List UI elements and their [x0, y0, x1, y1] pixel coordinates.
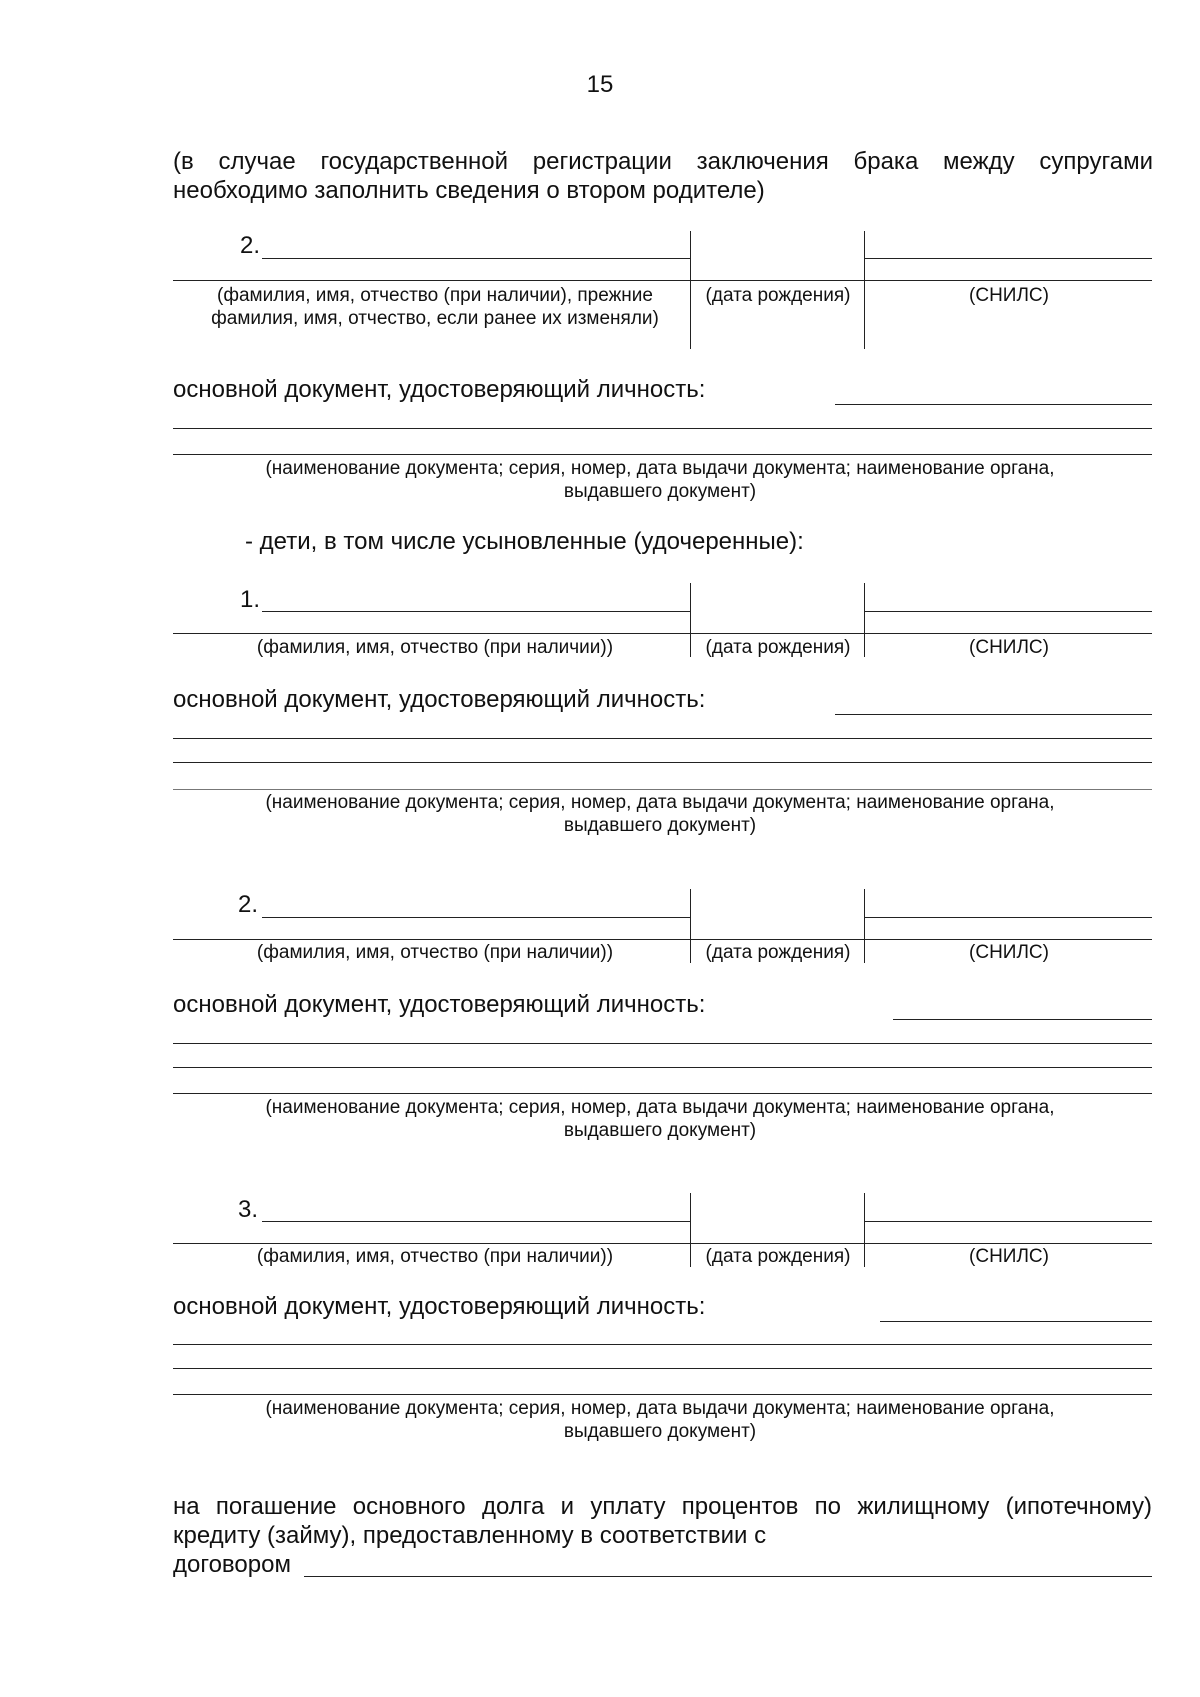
- parent-name-caption: (фамилия, имя, отчество (при наличии), прежние фамилия, имя, отчество, если ранее их изменяли): [211, 285, 659, 329]
- divider: [690, 889, 691, 963]
- divider: [690, 1193, 691, 1267]
- child-name-field[interactable]: [262, 917, 690, 918]
- child-snils-field[interactable]: [864, 1221, 1152, 1222]
- divider: [690, 231, 691, 349]
- child-number: 2.: [238, 891, 259, 918]
- parent-snils-field[interactable]: [864, 258, 1152, 259]
- child-doc-field-3[interactable]: [173, 1067, 1152, 1068]
- child-date-caption: (дата рождения): [705, 637, 851, 658]
- child-number: 3.: [238, 1196, 259, 1223]
- row-line: [173, 633, 1152, 634]
- page-number: 15: [586, 71, 614, 98]
- child-doc-field-3[interactable]: [173, 762, 1152, 763]
- child-number: 1.: [240, 586, 261, 613]
- divider: [864, 889, 865, 963]
- parent-date-caption: (дата рождения): [705, 285, 851, 306]
- divider: [864, 231, 865, 349]
- child-doc-field-4[interactable]: [173, 789, 1152, 790]
- parent-doc-caption: (наименование документа; серия, номер, дата выдачи документа; наименование органа, выдавшего документ): [265, 458, 1055, 502]
- divider: [864, 583, 865, 657]
- parent-doc-field-1[interactable]: [835, 404, 1152, 405]
- parent-doc-label: основной документ, удостоверяющий личность:: [173, 376, 706, 403]
- child-doc-label: основной документ, удостоверяющий личность:: [173, 686, 706, 713]
- child-snils-field[interactable]: [864, 611, 1152, 612]
- child-doc-field-4[interactable]: [173, 1394, 1152, 1395]
- child-date-caption: (дата рождения): [705, 942, 851, 963]
- child-doc-field-2[interactable]: [173, 738, 1152, 739]
- parent-name-field[interactable]: [262, 258, 690, 259]
- child-name-caption: (фамилия, имя, отчество (при наличии)): [256, 942, 614, 963]
- child-doc-label: основной документ, удостоверяющий личность:: [173, 1293, 706, 1320]
- purpose-text: на погашение основного долга и уплату процентов по жилищному (ипотечному) кредиту (займу), предоставленному в соответствии с: [173, 1493, 1152, 1549]
- child-doc-caption: (наименование документа; серия, номер, дата выдачи документа; наименование органа, выдавшего документ): [265, 1398, 1055, 1442]
- contract-field[interactable]: [304, 1576, 1152, 1577]
- child-doc-field-4[interactable]: [173, 1093, 1152, 1094]
- child-snils-field[interactable]: [864, 917, 1152, 918]
- row-line: [173, 1243, 1152, 1244]
- child-doc-caption: (наименование документа; серия, номер, дата выдачи документа; наименование органа, выдавшего документ): [265, 1097, 1055, 1141]
- child-name-caption: (фамилия, имя, отчество (при наличии)): [256, 1246, 614, 1267]
- child-snils-caption: (СНИЛС): [969, 637, 1049, 658]
- child-doc-caption: (наименование документа; серия, номер, дата выдачи документа; наименование органа, выдавшего документ): [265, 792, 1055, 836]
- children-heading: - дети, в том числе усыновленные (удочеренные):: [245, 528, 804, 555]
- child-name-caption: (фамилия, имя, отчество (при наличии)): [256, 637, 614, 658]
- divider: [864, 1193, 865, 1267]
- intro-note: (в случае государственной регистрации заключения брака между супругами необходимо заполнить сведения о втором родителе): [173, 148, 1153, 204]
- child-doc-field-2[interactable]: [173, 1043, 1152, 1044]
- child-doc-field-2[interactable]: [173, 1344, 1152, 1345]
- parent-doc-field-2[interactable]: [173, 428, 1152, 429]
- child-doc-field-3[interactable]: [173, 1368, 1152, 1369]
- child-snils-caption: (СНИЛС): [969, 942, 1049, 963]
- parent-number: 2.: [240, 232, 261, 259]
- row-line: [173, 280, 1152, 281]
- child-date-caption: (дата рождения): [705, 1246, 851, 1267]
- divider: [690, 583, 691, 657]
- parent-doc-field-3[interactable]: [173, 454, 1152, 455]
- child-doc-field-1[interactable]: [893, 1019, 1152, 1020]
- child-doc-label: основной документ, удостоверяющий личность:: [173, 991, 706, 1018]
- child-name-field[interactable]: [262, 611, 690, 612]
- parent-snils-caption: (СНИЛС): [969, 285, 1049, 306]
- row-line: [173, 939, 1152, 940]
- child-name-field[interactable]: [262, 1221, 690, 1222]
- child-snils-caption: (СНИЛС): [969, 1246, 1049, 1267]
- child-doc-field-1[interactable]: [880, 1321, 1152, 1322]
- child-doc-field-1[interactable]: [835, 714, 1152, 715]
- contract-label: договором: [173, 1551, 291, 1578]
